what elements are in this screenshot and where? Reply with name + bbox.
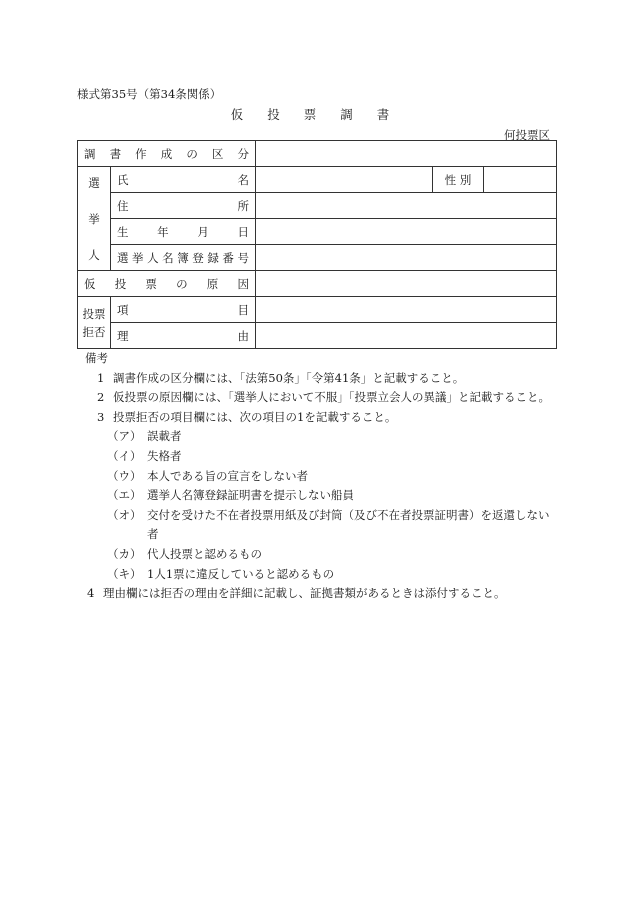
item-label: 項目	[111, 297, 256, 323]
reason-label: 仮投票の原因	[78, 271, 256, 297]
note-subitem	[77, 467, 557, 487]
registry-row	[78, 245, 557, 271]
note-subitem	[77, 427, 557, 447]
subitem-marker: （ア）	[107, 429, 142, 444]
category-row	[78, 141, 557, 167]
note-item	[77, 408, 557, 428]
voter-char-2: 挙	[88, 211, 100, 226]
note-number: 1	[97, 370, 105, 385]
subitem-marker: （カ）	[107, 546, 142, 561]
subitem-marker: （エ）	[107, 488, 142, 503]
notes-section	[77, 349, 557, 604]
refusal-reason-row	[78, 323, 557, 349]
registry-value[interactable]	[256, 245, 557, 271]
document-title: 仮 投 票 調 書	[230, 107, 400, 122]
note-text: 投票拒否の項目欄には、次の項目の1を記載すること。	[113, 409, 397, 424]
reason-value[interactable]	[256, 271, 557, 297]
sex-value[interactable]	[484, 167, 557, 193]
name-row	[78, 167, 557, 193]
note-item	[77, 369, 557, 389]
rationale-value[interactable]	[256, 323, 557, 349]
subitem-text: 代人投票と認めるもの	[147, 546, 262, 561]
subitem-marker: （ウ）	[107, 468, 142, 483]
subitem-marker: （イ）	[107, 448, 142, 463]
refusal-section-label: 投票 拒否	[78, 297, 111, 349]
address-label: 住所	[111, 193, 256, 219]
rationale-label: 理由	[111, 323, 256, 349]
address-value[interactable]	[256, 193, 557, 219]
note-text: 理由欄には拒否の理由を詳細に記載し、証拠書類があるときは添付すること。	[103, 586, 506, 601]
note-text: 仮投票の原因欄には、「選挙人において不服」「投票立会人の異議」と記載すること。	[113, 390, 550, 405]
note-item	[77, 584, 557, 604]
subitem-marker: （オ）	[107, 507, 142, 522]
note-number: 3	[97, 409, 105, 424]
note-text: 調書作成の区分欄には、「法第50条」「令第41条」と記載すること。	[113, 370, 465, 385]
provisional-ballot-form-table	[77, 140, 557, 349]
dob-row	[78, 219, 557, 245]
registry-label: 選挙人名簿登録番号	[111, 245, 256, 271]
subitem-marker: （キ）	[107, 566, 142, 581]
name-value[interactable]	[256, 167, 433, 193]
note-number: 2	[97, 390, 105, 405]
note-subitem	[77, 506, 557, 545]
note-subitem	[77, 447, 557, 467]
item-value[interactable]	[256, 297, 557, 323]
address-row	[78, 193, 557, 219]
voter-char-3: 人	[88, 247, 100, 262]
name-label: 氏名	[111, 167, 256, 193]
voter-section-label	[78, 167, 111, 271]
subitem-text: 選挙人名簿登録証明書を提示しない船員	[147, 488, 354, 503]
polling-district: 何投票区	[504, 128, 550, 142]
note-item	[77, 388, 557, 408]
subitem-text: 交付を受けた不在者投票用紙及び封筒（及び不在者投票証明書）を返還しない者	[147, 507, 550, 542]
subitem-text: 本人である旨の宣言をしない者	[147, 468, 308, 483]
refusal-item-row	[78, 297, 557, 323]
subitem-text: 誤載者	[147, 429, 182, 444]
sex-label: 性 別	[433, 167, 484, 193]
dob-label: 生年月日	[111, 219, 256, 245]
notes-heading: 備考	[85, 351, 108, 365]
form-number: 様式第35号（第34条関係）	[77, 87, 222, 101]
dob-value[interactable]	[256, 219, 557, 245]
voter-char-1: 選	[88, 175, 100, 190]
subitem-text: 失格者	[147, 448, 182, 463]
note-subitem	[77, 486, 557, 506]
note-number: 4	[87, 586, 95, 601]
category-label: 調 書 作 成 の 区 分	[78, 141, 256, 167]
note-subitem	[77, 545, 557, 565]
subitem-text: 1人1票に違反していると認めるもの	[147, 566, 335, 581]
reason-row	[78, 271, 557, 297]
note-subitem	[77, 565, 557, 585]
category-value[interactable]	[256, 141, 557, 167]
